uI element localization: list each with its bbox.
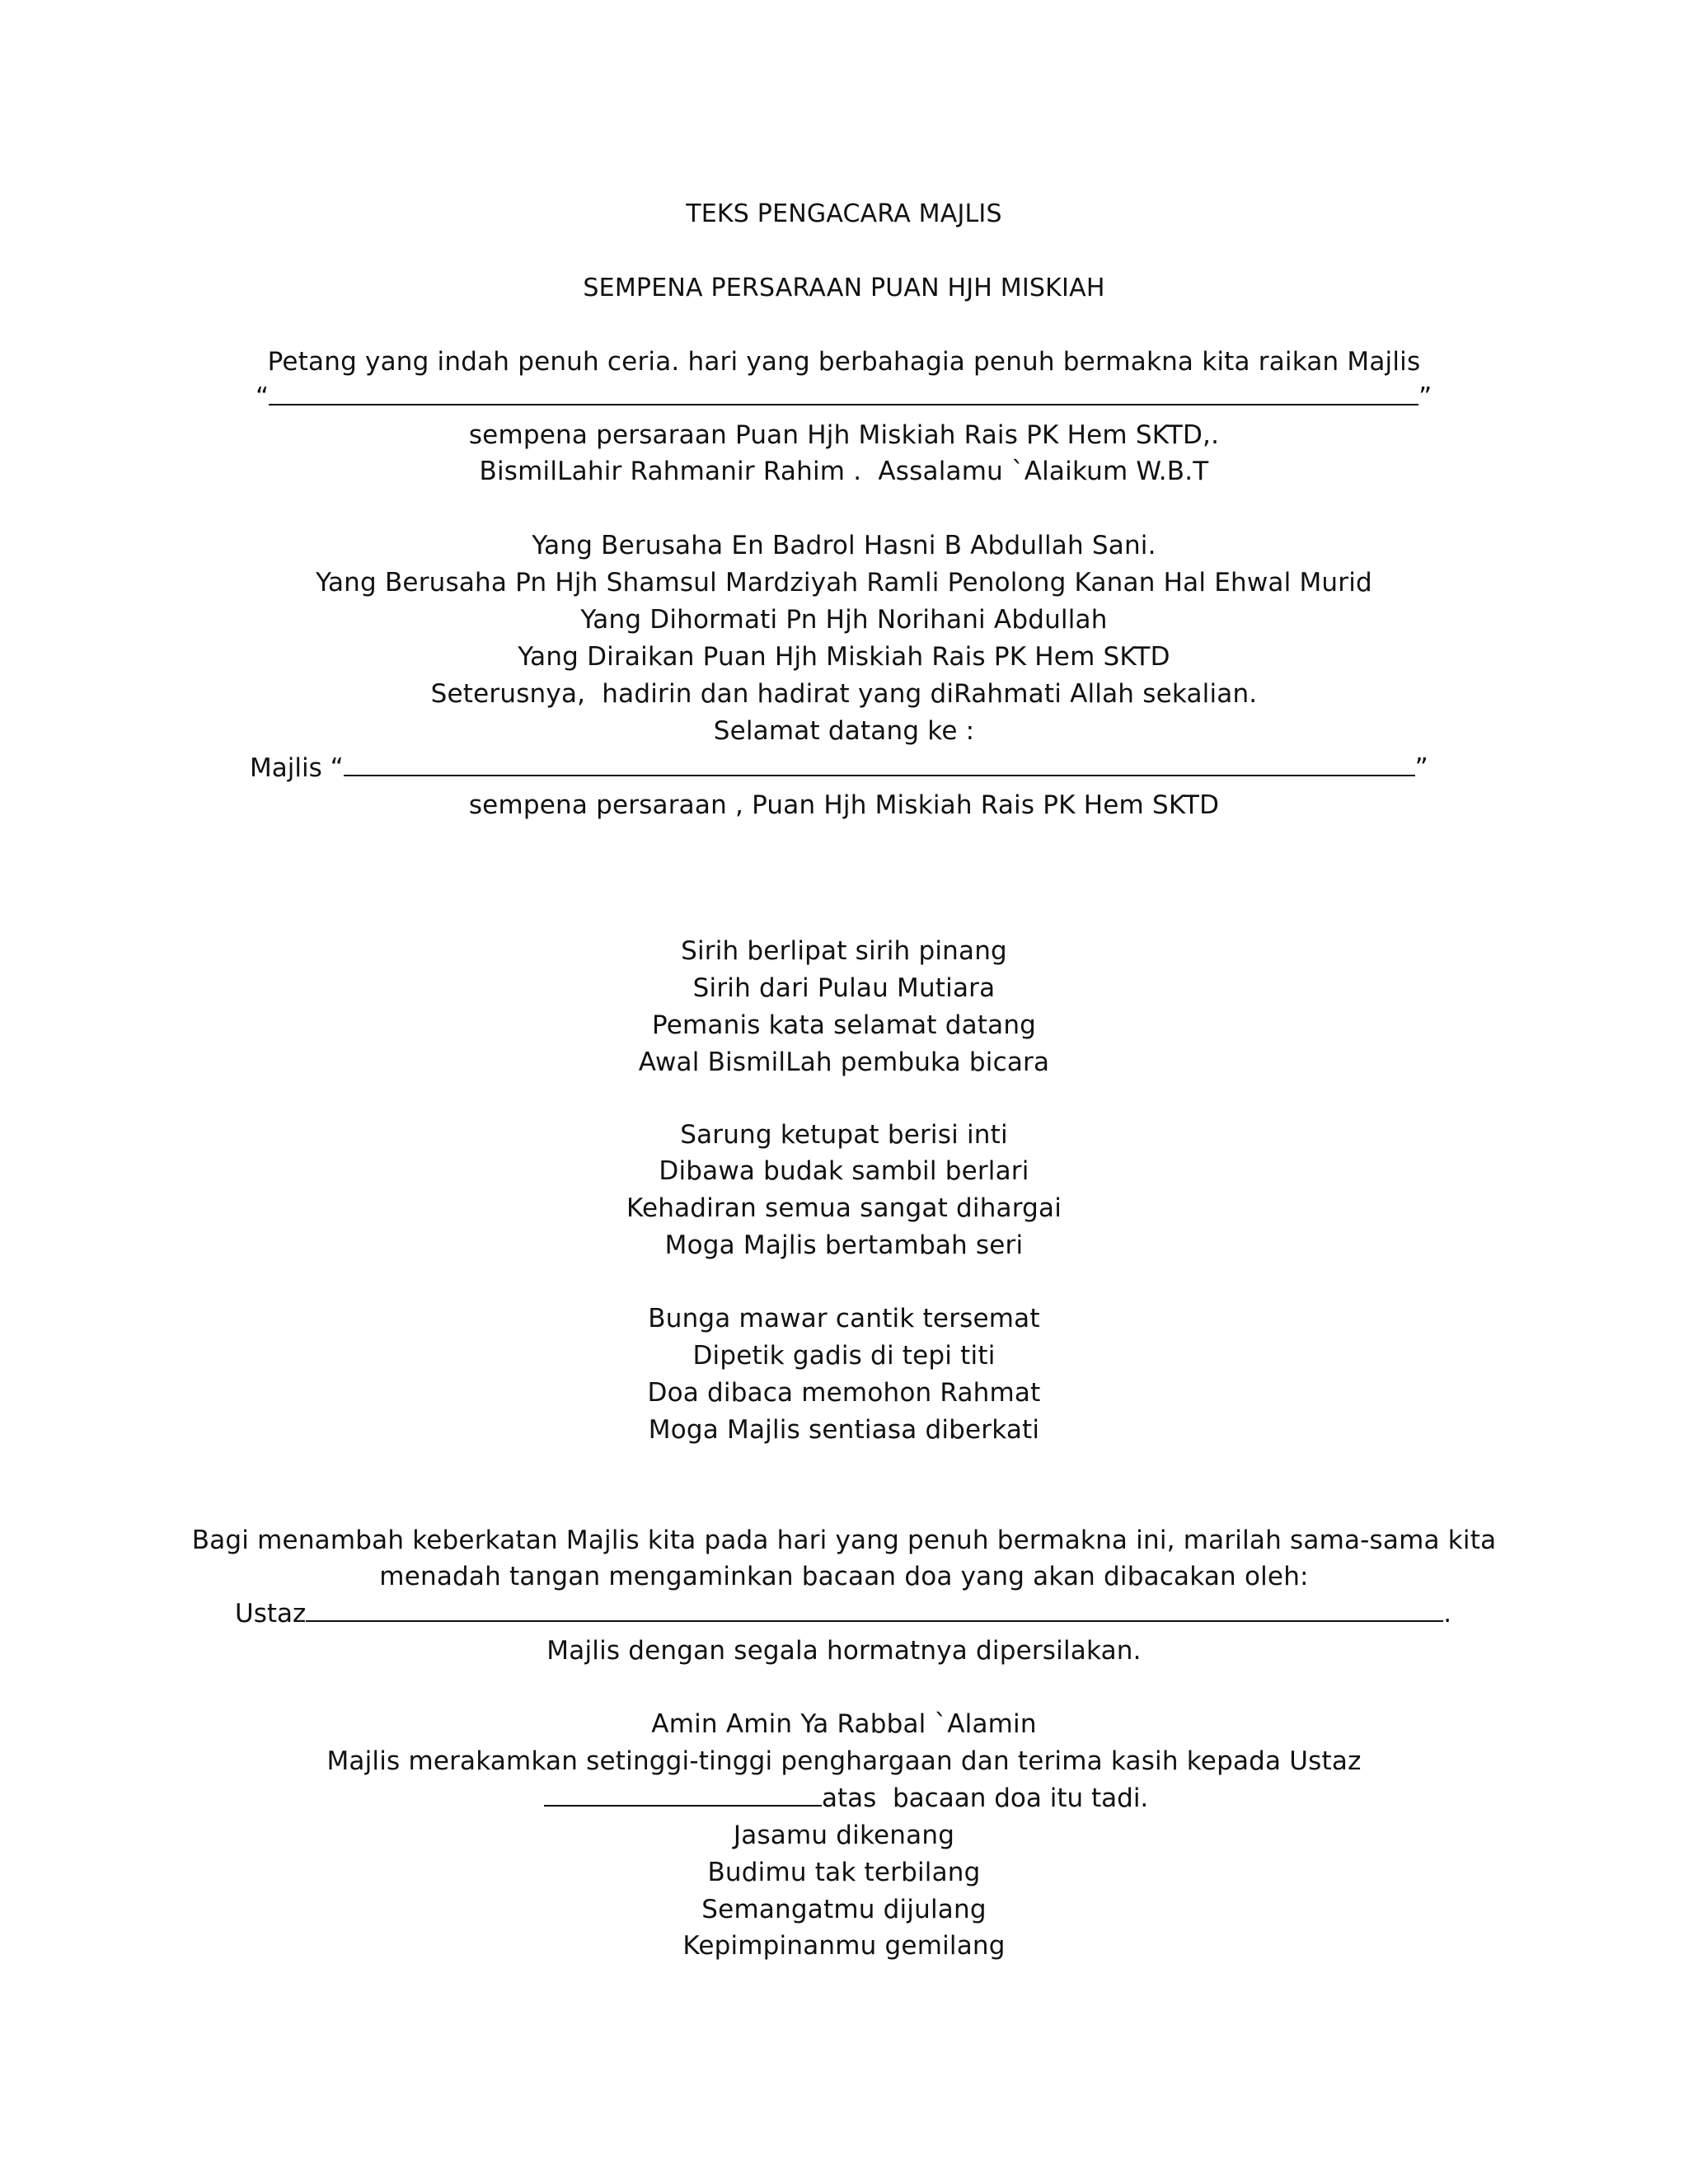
doa-line: menadah tangan mengaminkan bacaan doa yang akan dibacakan oleh: <box>379 1562 1309 1591</box>
pantun-line: Dibawa budak sambil berlari <box>659 1156 1029 1186</box>
thanks-blank <box>544 1780 1148 1816</box>
welcome-after-line: sempena persaraan , Puan Hjh Miskiah Rais PK Hem SKTD <box>468 790 1220 820</box>
thanks-suffix: atas bacaan doa itu tadi. <box>822 1783 1149 1813</box>
pantun-line: Doa dibaca memohon Rahmat <box>647 1378 1041 1408</box>
fill-in-rule <box>269 379 1418 405</box>
closing-verse: Budimu tak terbilang <box>707 1858 981 1887</box>
pantun-line: Sarung ketupat berisi inti <box>680 1120 1008 1150</box>
pantun-line: Awal BismilLah pembuka bicara <box>638 1047 1050 1077</box>
fill-in-rule <box>344 750 1415 776</box>
pantun-line: Pemanis kata selamat datang <box>651 1010 1037 1040</box>
opening-line-salam: BismilLahir Rahmanir Rahim . Assalamu `Alaikum W.B.T <box>479 457 1209 486</box>
pantun-line: Dipetik gadis di tepi titi <box>692 1341 996 1371</box>
welcome-prefix: Majlis “ <box>250 753 344 783</box>
opening-line: Petang yang indah penuh ceria. hari yang berbahagia penuh bermakna kita raikan Majlis <box>267 347 1421 377</box>
closing-thanks: Majlis merakamkan setinggi-tinggi penghargaan dan terima kasih kepada Ustaz <box>326 1746 1362 1776</box>
greeting-line: Selamat datang ke : <box>713 716 975 746</box>
pantun-line: Kehadiran semua sangat dihargai <box>626 1193 1062 1223</box>
closing-verse: Semangatmu dijulang <box>701 1895 987 1924</box>
greeting-line: Yang Berusaha En Badrol Hasni B Abdullah Sani. <box>532 531 1156 560</box>
opening-line-retirement: sempena persaraan Puan Hjh Miskiah Rais PK Hem SKTD,. <box>468 420 1220 450</box>
greeting-line: Yang Diraikan Puan Hjh Miskiah Rais PK Hem SKTD <box>518 642 1170 672</box>
open-quote: “ <box>256 382 270 412</box>
pantun-line: Bunga mawar cantik tersemat <box>648 1304 1040 1333</box>
document-subtitle: SEMPENA PERSARAAN PUAN HJH MISKIAH <box>583 274 1105 302</box>
pantun-line: Moga Majlis sentiasa diberkati <box>648 1415 1040 1445</box>
ustaz-blank <box>235 1596 1451 1632</box>
close-quote: ” <box>1418 382 1432 412</box>
doa-invitation-line: Majlis dengan segala hormatnya dipersilakan. <box>546 1636 1142 1666</box>
greeting-line: Seterusnya, hadirin dan hadirat yang diRahmati Allah sekalian. <box>430 679 1258 709</box>
fill-in-rule <box>544 1780 822 1807</box>
ustaz-prefix: Ustaz <box>235 1599 307 1629</box>
pantun-line: Sirih berlipat sirih pinang <box>681 936 1007 966</box>
welcome-blank <box>250 750 1428 786</box>
closing-verse: Kepimpinanmu gemilang <box>682 1931 1006 1961</box>
closing-verse: Jasamu dikenang <box>733 1821 955 1850</box>
doa-line: Bagi menambah keberkatan Majlis kita pada hari yang penuh bermakna ini, marilah sama-sama kita <box>191 1526 1497 1555</box>
majlis-name-blank <box>256 379 1432 415</box>
greeting-line: Yang Berusaha Pn Hjh Shamsul Mardziyah Ramli Penolong Kanan Hal Ehwal Murid <box>316 568 1372 598</box>
closing-amin: Amin Amin Ya Rabbal `Alamin <box>651 1709 1037 1739</box>
ustaz-suffix: . <box>1443 1599 1452 1629</box>
greeting-line: Yang Dihormati Pn Hjh Norihani Abdullah <box>580 605 1108 635</box>
fill-in-rule <box>306 1596 1443 1622</box>
pantun-line: Sirih dari Pulau Mutiara <box>692 973 996 1003</box>
welcome-suffix: ” <box>1414 753 1428 783</box>
document-title: TEKS PENGACARA MAJLIS <box>686 199 1002 228</box>
pantun-line: Moga Majlis bertambah seri <box>664 1230 1024 1260</box>
